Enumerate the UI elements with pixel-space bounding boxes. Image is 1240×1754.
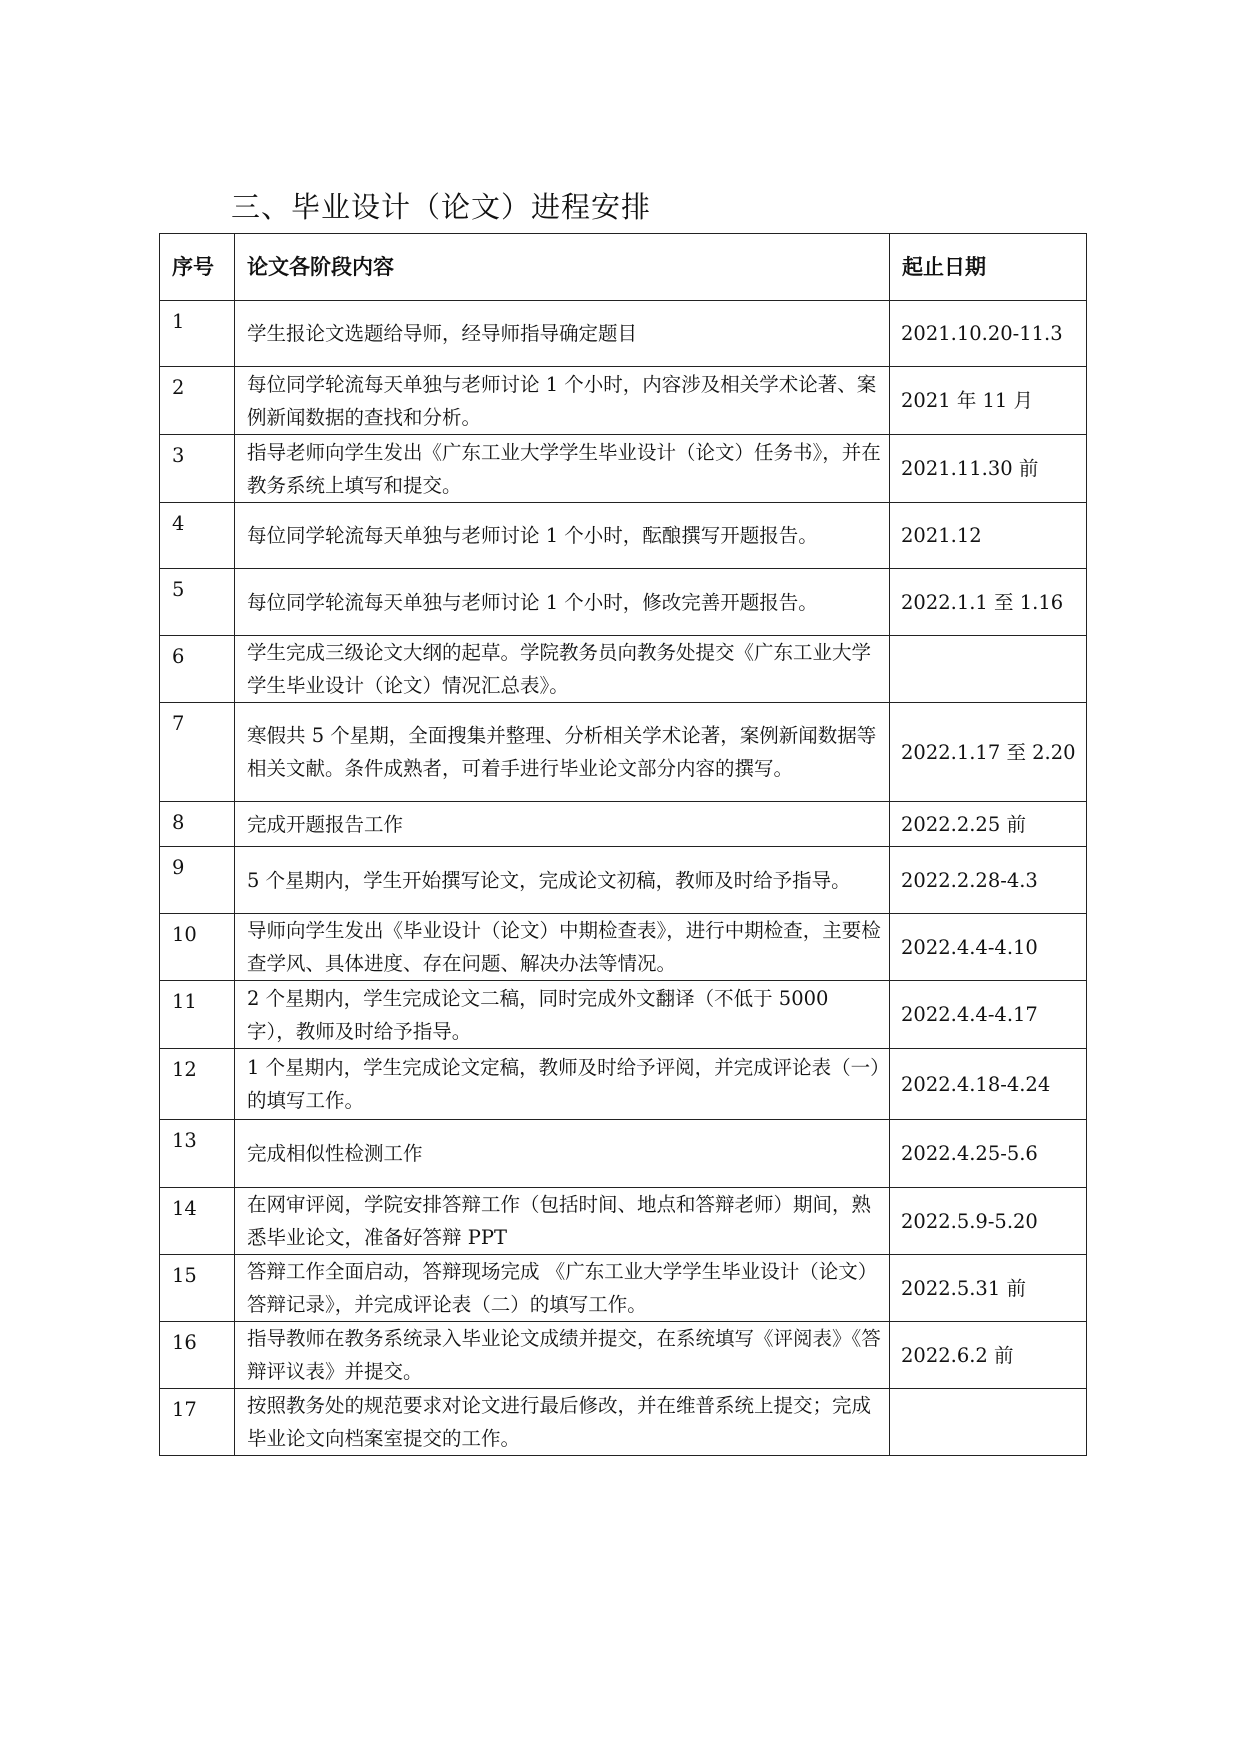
row-content: 每位同学轮流每天单独与老师讨论 1 个小时，内容涉及相关学术论著、案例新闻数据的查找和分析。 bbox=[235, 367, 890, 435]
row-date: 2021.10.20-11.3 bbox=[890, 301, 1087, 367]
row-number: 9 bbox=[160, 847, 235, 914]
row-number: 3 bbox=[160, 435, 235, 503]
row-content: 按照教务处的规范要求对论文进行最后修改，并在维普系统上提交；完成毕业论文向档案室提交的工作。 bbox=[235, 1389, 890, 1456]
table-row bbox=[160, 569, 1087, 636]
row-number: 5 bbox=[160, 569, 235, 636]
row-date: 2022.1.17 至 2.20 bbox=[890, 703, 1087, 802]
row-date: 2022.2.25 前 bbox=[890, 802, 1087, 847]
row-content: 指导教师在教务系统录入毕业论文成绩并提交，在系统填写《评阅表》《答辩评议表》并提交。 bbox=[235, 1322, 890, 1389]
row-number: 4 bbox=[160, 503, 235, 569]
table-row bbox=[160, 1322, 1087, 1389]
table-row bbox=[160, 1049, 1087, 1120]
row-number: 16 bbox=[160, 1322, 235, 1389]
row-content: 完成开题报告工作 bbox=[235, 802, 890, 847]
row-date: 2022.4.25-5.6 bbox=[890, 1120, 1087, 1188]
table-row bbox=[160, 435, 1087, 503]
table-row bbox=[160, 981, 1087, 1049]
table-row bbox=[160, 802, 1087, 847]
row-content: 指导老师向学生发出《广东工业大学学生毕业设计（论文）任务书》，并在教务系统上填写和提交。 bbox=[235, 435, 890, 503]
schedule-table bbox=[159, 233, 1087, 1456]
header-content: 论文各阶段内容 bbox=[235, 234, 890, 301]
table-row bbox=[160, 1120, 1087, 1188]
row-date: 2022.4.4-4.17 bbox=[890, 981, 1087, 1049]
row-number: 13 bbox=[160, 1120, 235, 1188]
row-date: 2022.4.18-4.24 bbox=[890, 1049, 1087, 1120]
row-date: 2022.4.4-4.10 bbox=[890, 914, 1087, 981]
row-content: 寒假共 5 个星期，全面搜集并整理、分析相关学术论著，案例新闻数据等相关文献。条件成熟者，可着手进行毕业论文部分内容的撰写。 bbox=[235, 703, 890, 802]
row-number: 14 bbox=[160, 1188, 235, 1255]
row-content: 学生报论文选题给导师，经导师指导确定题目 bbox=[235, 301, 890, 367]
table-row bbox=[160, 1255, 1087, 1322]
table-row bbox=[160, 1389, 1087, 1456]
table-row bbox=[160, 503, 1087, 569]
table-row bbox=[160, 367, 1087, 435]
row-content: 学生完成三级论文大纲的起草。学院教务员向教务处提交《广东工业大学学生毕业设计（论文）情况汇总表》。 bbox=[235, 636, 890, 703]
header-no: 序号 bbox=[160, 234, 235, 301]
table-row bbox=[160, 301, 1087, 367]
row-date: 2022.1.1 至 1.16 bbox=[890, 569, 1087, 636]
row-content: 答辩工作全面启动，答辩现场完成 《广东工业大学学生毕业设计（论文）答辩记录》，并完成评论表（二）的填写工作。 bbox=[235, 1255, 890, 1322]
table-row bbox=[160, 703, 1087, 802]
row-date bbox=[890, 1389, 1087, 1456]
row-date: 2022.5.9-5.20 bbox=[890, 1188, 1087, 1255]
table-row bbox=[160, 847, 1087, 914]
row-number: 1 bbox=[160, 301, 235, 367]
row-date: 2021 年 11 月 bbox=[890, 367, 1087, 435]
row-date: 2021.11.30 前 bbox=[890, 435, 1087, 503]
row-date: 2022.6.2 前 bbox=[890, 1322, 1087, 1389]
row-content: 每位同学轮流每天单独与老师讨论 1 个小时，修改完善开题报告。 bbox=[235, 569, 890, 636]
row-content: 在网审评阅，学院安排答辩工作（包括时间、地点和答辩老师）期间，熟悉毕业论文，准备好答辩 PPT bbox=[235, 1188, 890, 1255]
row-content: 2 个星期内，学生完成论文二稿，同时完成外文翻译（不低于 5000 字），教师及时给予指导。 bbox=[235, 981, 890, 1049]
row-number: 2 bbox=[160, 367, 235, 435]
row-number: 11 bbox=[160, 981, 235, 1049]
row-number: 6 bbox=[160, 636, 235, 703]
row-date: 2022.5.31 前 bbox=[890, 1255, 1087, 1322]
row-content: 1 个星期内，学生完成论文定稿，教师及时给予评阅，并完成评论表（一）的填写工作。 bbox=[235, 1049, 890, 1120]
row-content: 导师向学生发出《毕业设计（论文）中期检查表》，进行中期检查，主要检查学风、具体进度、存在问题、解决办法等情况。 bbox=[235, 914, 890, 981]
row-number: 15 bbox=[160, 1255, 235, 1322]
section-title: 三、毕业设计（论文）进程安排 bbox=[231, 190, 652, 225]
row-number: 10 bbox=[160, 914, 235, 981]
row-content: 每位同学轮流每天单独与老师讨论 1 个小时，酝酿撰写开题报告。 bbox=[235, 503, 890, 569]
table-row bbox=[160, 1188, 1087, 1255]
row-content: 5 个星期内，学生开始撰写论文，完成论文初稿，教师及时给予指导。 bbox=[235, 847, 890, 914]
row-content: 完成相似性检测工作 bbox=[235, 1120, 890, 1188]
table-row bbox=[160, 636, 1087, 703]
header-date: 起止日期 bbox=[890, 234, 1087, 301]
row-date bbox=[890, 636, 1087, 703]
row-number: 7 bbox=[160, 703, 235, 802]
row-number: 8 bbox=[160, 802, 235, 847]
row-number: 12 bbox=[160, 1049, 235, 1120]
table-row bbox=[160, 914, 1087, 981]
row-date: 2021.12 bbox=[890, 503, 1087, 569]
row-date: 2022.2.28-4.3 bbox=[890, 847, 1087, 914]
row-number: 17 bbox=[160, 1389, 235, 1456]
table-header-row bbox=[160, 234, 1087, 301]
